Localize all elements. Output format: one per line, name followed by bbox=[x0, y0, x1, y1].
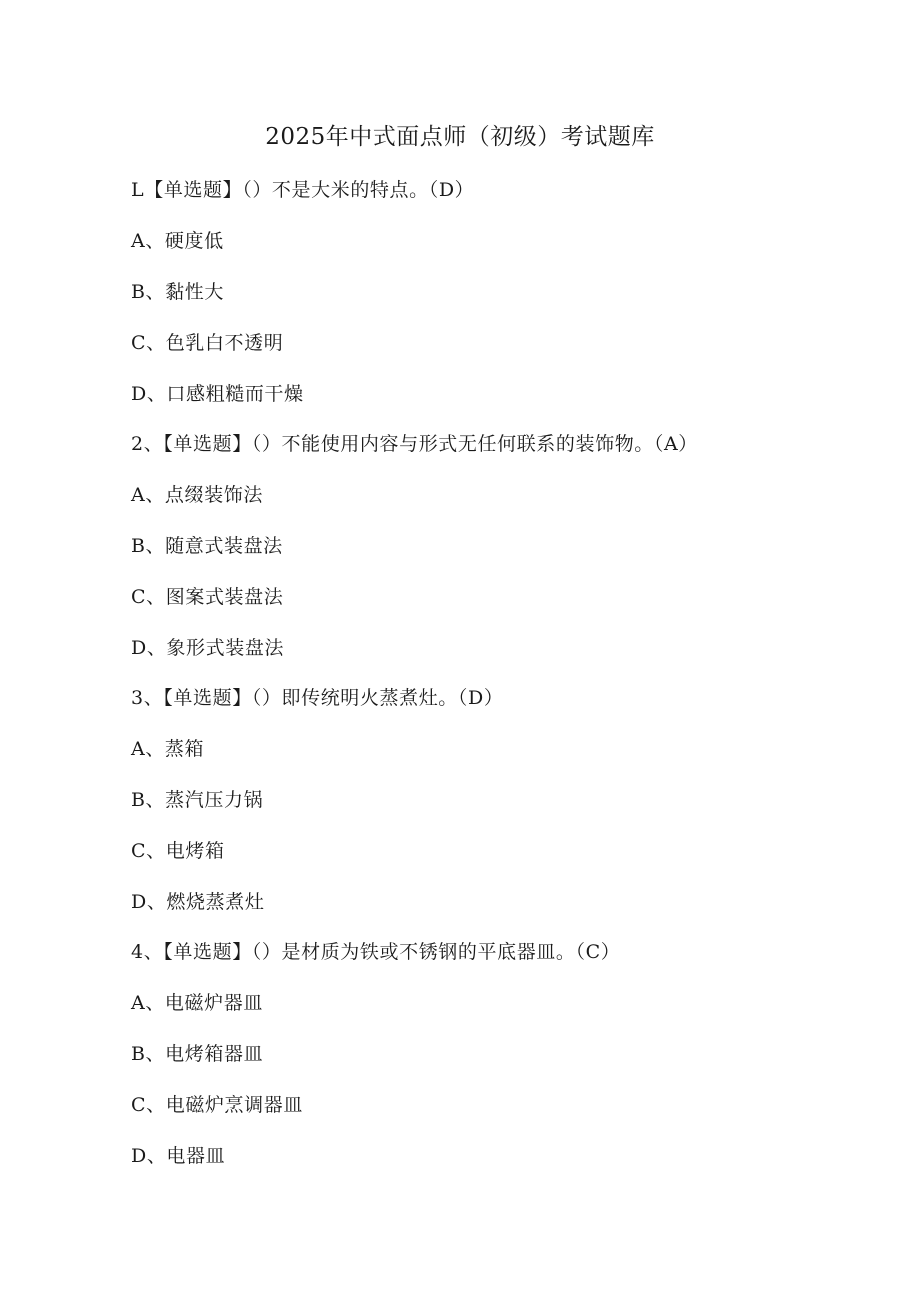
question-4-option-c: C、电磁炉烹调器皿 bbox=[131, 1094, 303, 1116]
question-1-option-b: B、黏性大 bbox=[131, 281, 224, 303]
question-3-option-c: C、电烤箱 bbox=[131, 840, 225, 862]
question-3-option-b: B、蒸汽压力锅 bbox=[131, 789, 264, 811]
question-4-option-b: B、电烤箱器皿 bbox=[131, 1043, 264, 1065]
question-2-stem: 2、【单选题】（）不能使用内容与形式无任何联系的装饰物。（A） bbox=[131, 433, 698, 455]
question-1-option-a: A、硬度低 bbox=[131, 230, 224, 252]
question-2-option-b: B、随意式装盘法 bbox=[131, 535, 283, 557]
question-2-option-c: C、图案式装盘法 bbox=[131, 586, 284, 608]
question-4-option-a: A、电磁炉器皿 bbox=[131, 992, 263, 1014]
question-4-option-d: D、电器皿 bbox=[131, 1145, 226, 1167]
question-3-option-a: A、蒸箱 bbox=[131, 738, 205, 760]
question-3-stem: 3、【单选题】（）即传统明火蒸煮灶。（D） bbox=[131, 687, 504, 709]
document-title: 2025年中式面点师（初级）考试题库 bbox=[265, 124, 655, 150]
question-3-option-d: D、燃烧蒸煮灶 bbox=[131, 891, 265, 913]
question-2-option-a: A、点缀装饰法 bbox=[131, 484, 263, 506]
question-1-option-c: C、色乳白不透明 bbox=[131, 332, 284, 354]
question-2-option-d: D、象形式装盘法 bbox=[131, 637, 285, 659]
question-1-stem: L【单选题】（）不是大米的特点。（D） bbox=[131, 179, 475, 201]
question-4-stem: 4、【单选题】（）是材质为铁或不锈钢的平底器皿。（C） bbox=[131, 941, 621, 963]
question-1-option-d: D、口感粗糙而干燥 bbox=[131, 383, 304, 405]
